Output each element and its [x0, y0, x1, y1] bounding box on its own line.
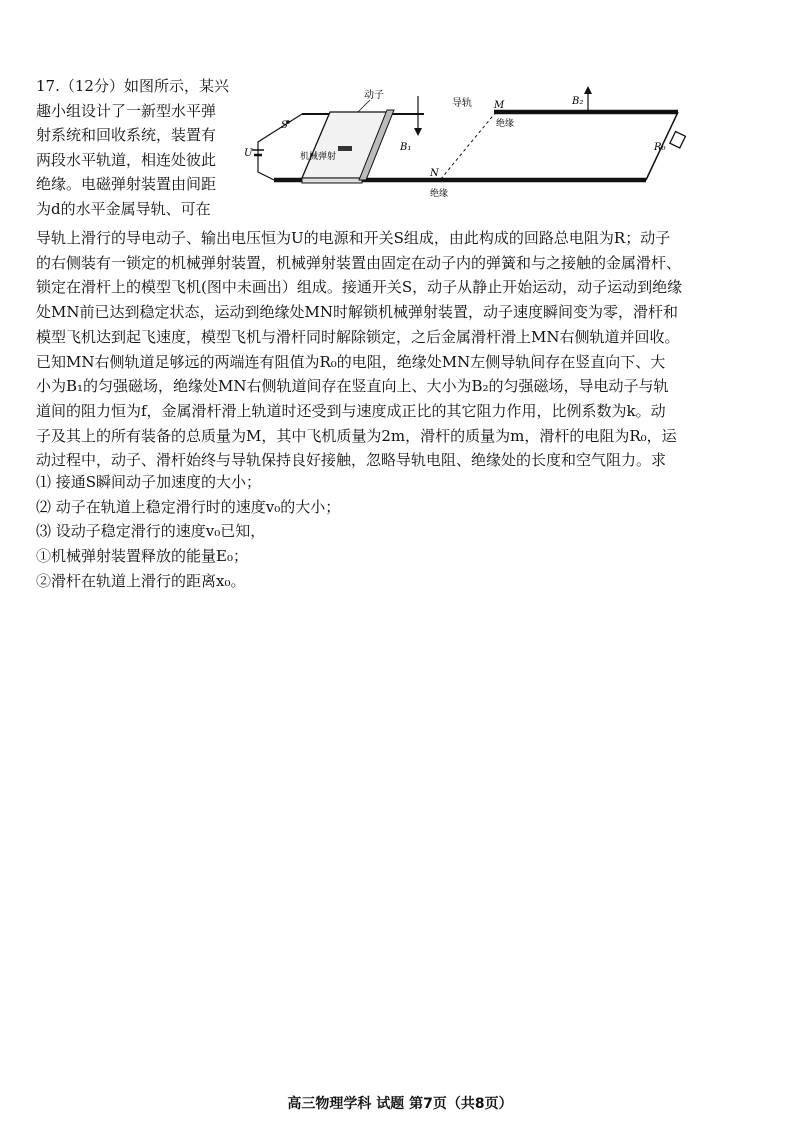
carriage-side: [302, 178, 362, 183]
b1-arrowhead: [414, 128, 422, 136]
intro-line: 两段水平轨道，相连处彼此: [36, 150, 217, 169]
intro-text: [36, 74, 241, 221]
body-line: 模型飞机达到起飞速度，模型飞机与滑杆同时解除锁定，之后金属滑杆滑上MN右侧轨道并回收。: [36, 327, 680, 346]
b2-arrowhead: [584, 86, 592, 94]
question-item: ⑴ 接通S瞬间动子加速度的大小；: [36, 473, 262, 491]
intro-line: 17.（12分）如图所示，某兴: [36, 77, 229, 95]
body-line: 已知MN右侧轨道足够远的两端连有阻值为R₀的电阻，绝缘处MN左侧导轨间存在竖直向下、大: [36, 352, 666, 371]
label-jixie: 机械弹射: [300, 152, 337, 162]
body-line: 处MN前已达到稳定状态，运动到绝缘处MN时解锁机械弹射装置，动子速度瞬间变为零，滑杆和: [36, 303, 678, 322]
body-line: 锁定在滑杆上的模型飞机(图中未画出）组成。接通开关S，动子从静止开始运动，动子运动到绝缘: [36, 278, 683, 297]
label-n: N: [430, 168, 439, 179]
body-line: 小为B₁的匀强磁场，绝缘处MN右侧轨道间存在竖直向上、大小为B₂的匀强磁场，导电动子与轨: [36, 377, 669, 396]
question-list: [36, 470, 771, 594]
intro-line: 为d的水平金属导轨、可在: [36, 199, 211, 218]
apparatus-diagram: [244, 82, 710, 212]
insulation-line-mn: [440, 112, 496, 180]
label-dongzi: 动子: [364, 90, 384, 101]
intro-line: 趣小组设计了一新型水平弹: [36, 101, 217, 120]
body-line: 的右侧装有一锁定的机械弹射装置，机械弹射装置由固定在动子内的弹簧和与之接触的金属滑杆、: [36, 253, 682, 272]
label-jueyuan-bottom: 绝缘: [430, 189, 449, 199]
intro-line: 射系统和回收系统，装置有: [36, 126, 217, 144]
spring-block: [338, 146, 352, 151]
r0-resistor: [670, 132, 686, 149]
problem-body: [36, 226, 771, 473]
label-r0: R₀: [654, 142, 666, 153]
body-line: 动过程中，动子、滑杆始终与导轨保持良好接触，忽略导轨电阻、绝缘处的长度和空气阻力。求: [36, 451, 667, 470]
question-item: ①机械弹射装置释放的能量E₀；: [36, 547, 248, 566]
label-jueyuan-top: 绝缘: [496, 119, 515, 129]
question-item: ⑵ 动子在轨道上稳定滑行时的速度v₀的大小；: [36, 497, 341, 516]
question-item: ②滑杆在轨道上滑行的距离x₀。: [36, 571, 246, 590]
question-item: ⑶ 设动子稳定滑行的速度v₀已知，: [36, 522, 266, 541]
label-daogui: 导轨: [452, 98, 472, 109]
body-line: 道间的阻力恒为f，金属滑杆滑上轨道时还受到与速度成正比的其它阻力作用，比例系数为k。动: [36, 401, 666, 420]
label-u: U: [244, 148, 253, 159]
body-line: 导轨上滑行的导电动子、输出电压恒为U的电源和开关S组成，由此构成的回路总电阻为R；动子: [36, 229, 671, 247]
dongzi-pointer: [358, 100, 370, 112]
label-s: S: [281, 120, 288, 131]
label-b1: B₁: [400, 142, 412, 153]
left-wire: [258, 114, 302, 180]
page-footer: 高三物理学科 试题 第7页（共8页）: [287, 1096, 513, 1112]
label-b2: B₂: [572, 96, 584, 107]
body-line: 子及其上的所有装备的总质量为M，其中飞机质量为2m，滑杆的质量为m，滑杆的电阻为R₀，运: [36, 426, 677, 445]
intro-line: 绝缘。电磁弹射装置由间距: [36, 175, 217, 193]
label-m: M: [494, 100, 505, 111]
